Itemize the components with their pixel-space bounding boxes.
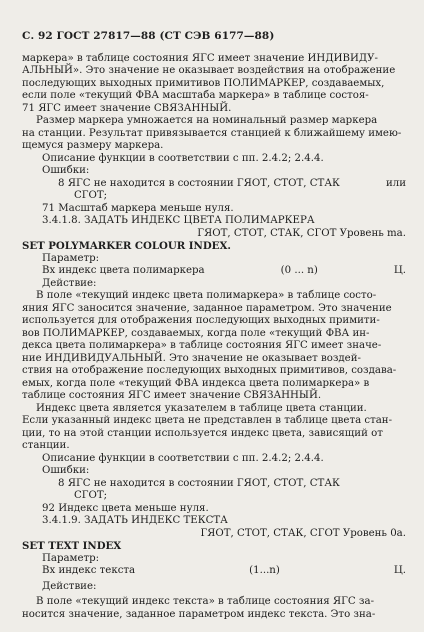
text-line: ции, то на этой станции используется индекс цвета, зависящий от <box>22 427 383 439</box>
error-text: 8 ЯГС не находится в состоянии ГЯОТ, СТОТ, СТАК <box>58 177 340 189</box>
param-type: Ц. <box>393 265 406 276</box>
text-line: станции. <box>22 440 70 451</box>
text-line: маркера» в таблице состояния ЯГС имеет значение ИНДИВИДУ- <box>22 52 378 64</box>
text-line: вов ПОЛИМАРКЕР, создаваемых, когда поле «текущий ФВА ин- <box>22 327 370 339</box>
text-line: последующих выходных примитивов ПОЛИМАРКЕР, создаваемых, <box>22 77 385 89</box>
text-line: АЛЬНЫЙ». Это значение не оказывает воздействия на отображение <box>22 65 396 76</box>
param-heading: Параметр: <box>42 252 100 264</box>
errors-heading: Ошибки: <box>42 465 90 476</box>
section-states: ГЯОТ, СТОТ, СТАК, СГОТ Уровень 0а. <box>200 527 406 539</box>
param-range: (0 ... n) <box>280 265 318 276</box>
param-row <box>22 265 406 278</box>
error-item: 8 ЯГС не находится в состоянии ГЯОТ, СТОТ, СТАК <box>58 477 340 489</box>
text-line: СГОТ; <box>74 490 108 501</box>
action-heading: Действие: <box>42 277 97 289</box>
text-line: СГОТ; <box>74 190 108 201</box>
param-heading: Параметр: <box>42 552 100 564</box>
text-line: В поле «текущий индекс цвета полимаркера» в таблице состо- <box>36 290 377 301</box>
text-line: Описание функции в соответствии с пп. 2.4.2; 2.4.4. <box>42 152 324 164</box>
error-item: 71 Масштаб маркера меньше нуля. <box>42 202 234 214</box>
param-name: Вх индекс цвета полимаркера <box>42 265 205 276</box>
param-type: Ц. <box>393 565 406 576</box>
error-item <box>22 178 406 191</box>
text-line: если поле «текущий ФВА масштаба маркера» в таблице состоя- <box>22 90 369 101</box>
text-line: используется для отображения последующих выходных примити- <box>22 315 380 326</box>
text-line: Размер маркера умножается на номинальный размер маркера <box>36 115 378 126</box>
error-text-cont: или <box>385 177 406 189</box>
text-line: Если указанный индекс цвета не представлен в таблице цвета стан- <box>22 415 393 426</box>
param-name: Вх индекс текста <box>42 565 136 576</box>
text-line: ние ИНДИВИДУАЛЬНЫЙ. Это значение не оказывает воздей- <box>22 352 361 364</box>
text-line: декса цвета полимаркера» в таблице состояния ЯГС имеет значе- <box>22 340 382 351</box>
param-range: (1...n) <box>249 565 280 576</box>
text-line: В поле «текущий индекс текста» в таблице состояния ЯГС за- <box>36 596 375 607</box>
text-line: яния ЯГС заносится значение, заданное параметром. Это значение <box>22 302 392 314</box>
text-line: Индекс цвета является указателем в таблице цвета станции. <box>36 402 367 414</box>
page-header: С. 92 ГОСТ 27817—88 (СТ СЭВ 6177—88) <box>22 30 275 42</box>
section-title: 3.4.1.8. ЗАДАТЬ ИНДЕКС ЦВЕТА ПОЛИМАРКЕРА <box>42 215 315 226</box>
section-english-title: SET POLYMARKER COLOUR INDEX. <box>22 240 231 252</box>
section-title: 3.4.1.9. ЗАДАТЬ ИНДЕКС ТЕКСТА <box>42 515 228 526</box>
text-line: таблице состояния ЯГС имеет значение СВЯЗАННЫЙ. <box>22 390 322 401</box>
text-line: емых, когда поле «текущий ФВА индекса цвета полимаркера» в <box>22 377 370 389</box>
param-row <box>22 565 406 578</box>
text-line: щемуся размеру маркера. <box>22 140 164 151</box>
error-item: 92 Индекс цвета меньше нуля. <box>42 502 209 514</box>
section-english-title: SET TEXT INDEX <box>22 540 122 552</box>
text-line: 71 ЯГС имеет значение СВЯЗАННЫЙ. <box>22 102 232 114</box>
text-line: на станции. Результат привязывается станцией к ближайшему имею- <box>22 127 402 139</box>
text-line: носится значение, заданное параметром индекс текста. Это зна- <box>22 608 376 620</box>
text-line: ствия на отображение последующих выходных примитивов, создава- <box>22 365 397 376</box>
section-states: ГЯОТ, СТОТ, СТАК, СГОТ Уровень ma. <box>197 227 406 239</box>
errors-heading: Ошибки: <box>42 165 90 176</box>
text-line: Описание функции в соответствии с пп. 2.4.2; 2.4.4. <box>42 452 324 464</box>
action-heading: Действие: <box>42 580 97 592</box>
